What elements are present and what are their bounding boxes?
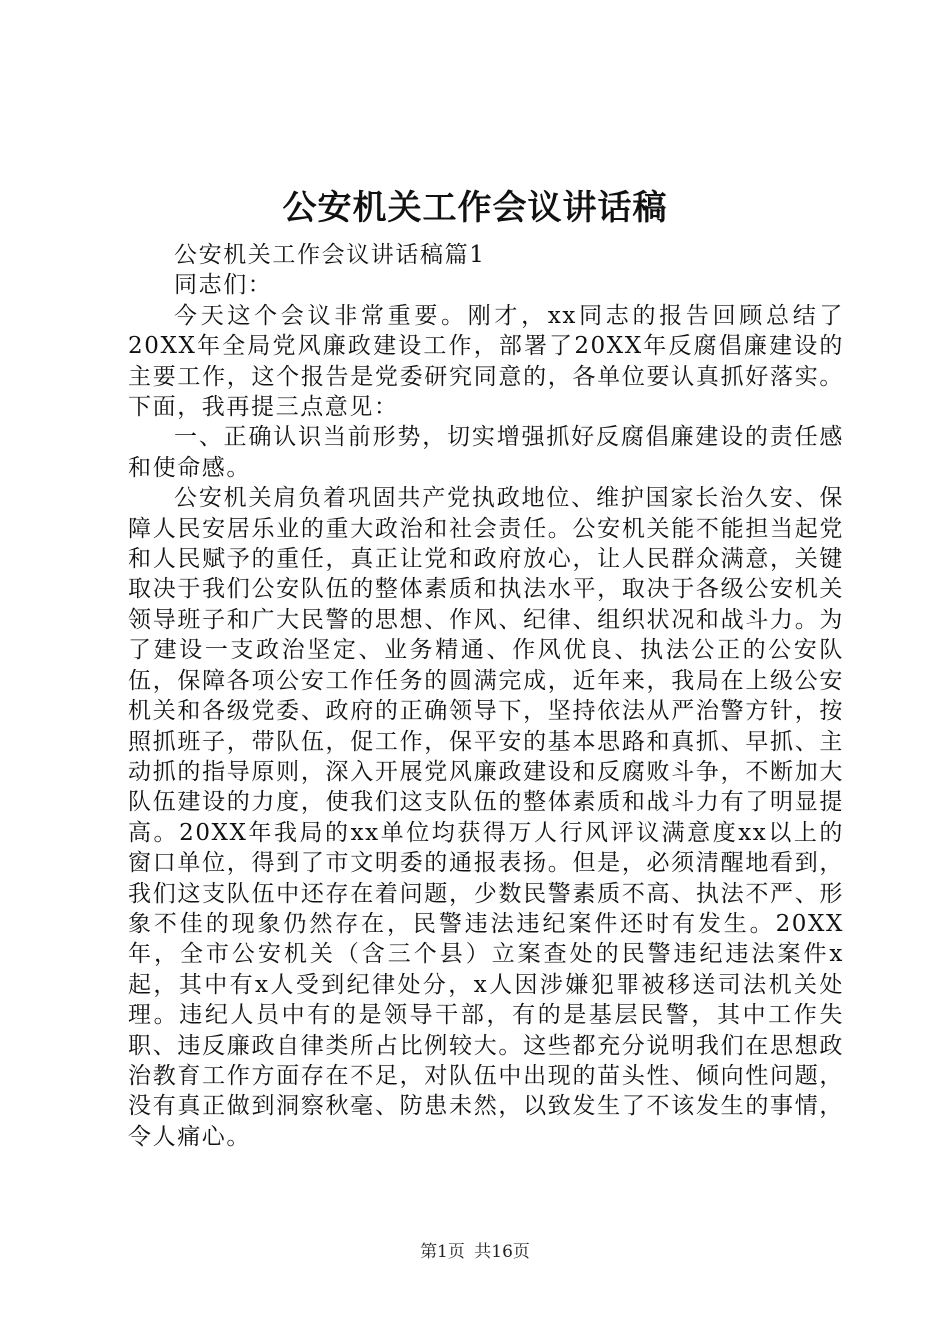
document-title: 公安机关工作会议讲话稿 [282, 188, 668, 228]
document-body [128, 240, 844, 1152]
paragraph-main: 公安机关肩负着巩固共产党执政地位、维护国家长治久安、保障人民安居乐业的重大政治和社会责任。公安机关能不能担当起党和人民赋予的重任，真正让党和政府放心，让人民群众满意，关键取决于我们公安队伍的整体素质和执法水平，取决于各级公安机关领导班子和广大民警的思想、作风、纪律、组织状况和战斗力。为了建设一支政治坚定、业务精通、作风优良、执法公正的公安队伍，保障各项公安工作任务的圆满完成，近年来，我局在上级公安机关和各级党委、政府的正确领导下，坚持依法从严治警方针，按照抓班子，带队伍，促工作，保平安的基本思路和真抓、早抓、主动抓的指导原则，深入开展党风廉政建设和反腐败斗争，不断加大队伍建设的力度，使我们这支队伍的整体素质和战斗力有了明显提高。20XX年我局的xx单位均获得万人行风评议满意度xx以上的窗口单位，得到了市文明委的通报表扬。但是，必须清醒地看到，我们这支队伍中还存在着问题，少数民警素质不高、执法不严、形象不佳的现象仍然存在，民警违法违纪案件还时有发生。20XX年，全市公安机关（含三个县）立案查处的民警违纪违法案件x起，其中有x人受到纪律处分，x人因涉嫌犯罪被移送司法机关处理。违纪人员中有的是领导干部，有的是基层民警，其中工作失职、违反廉政自律类所占比例较大。这些都充分说明我们在思想政治教育工作方面存在不足，对队伍中出现的苗头性、倾向性问题，没有真正做到洞察秋毫、防患未然，以致发生了不该发生的事情，令人痛心。 [128, 485, 844, 1150]
section-heading: 公安机关工作会议讲话稿篇1 [174, 242, 486, 268]
page-number: 第1页 [420, 1242, 465, 1262]
salutation: 同志们： [174, 272, 273, 299]
page-footer [0, 1240, 950, 1264]
paragraph-intro: 今天这个会议非常重要。刚才，xx同志的报告回顾总结了20XX年全局党风廉政建设工作，部署了20XX年反腐倡廉建设的主要工作，这个报告是党委研究同意的，各单位要认真抓好落实。下面，我再提三点意见： [128, 302, 844, 421]
page-total: 共16页 [474, 1242, 530, 1262]
paragraph-point-one: 一、正确认识当前形势，切实增强抓好反腐倡廉建设的责任感和使命感。 [128, 424, 844, 481]
